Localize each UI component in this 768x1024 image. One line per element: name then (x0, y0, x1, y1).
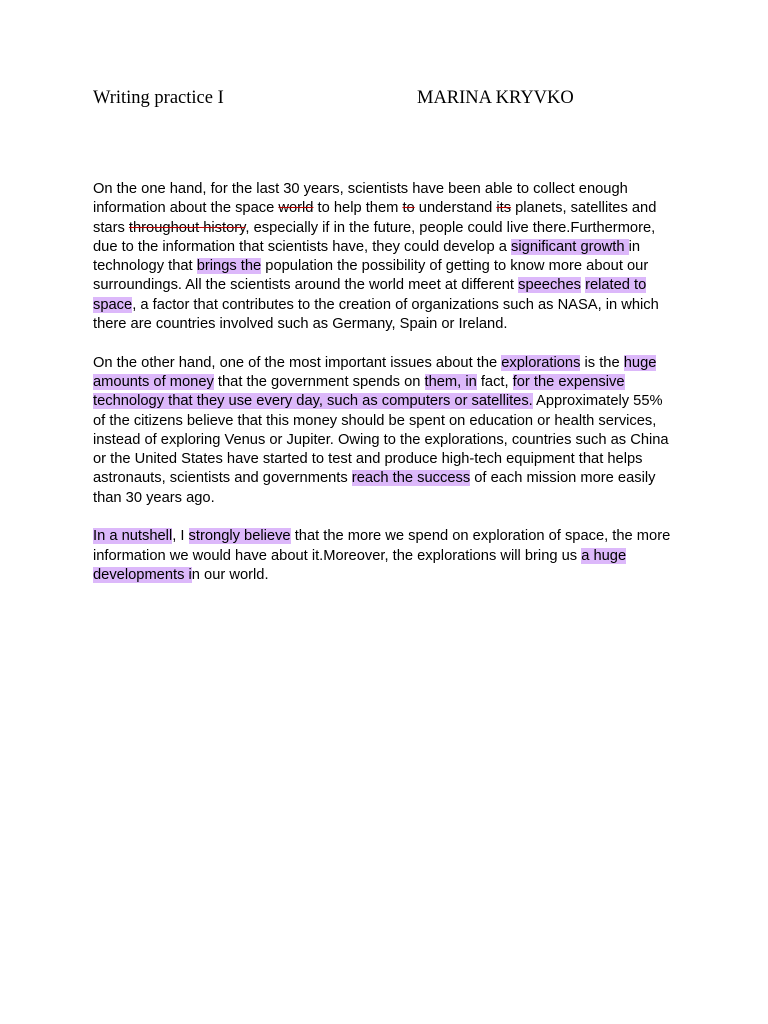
paragraph-2 (93, 354, 673, 508)
highlighted-text: explorations (501, 354, 581, 371)
highlighted-text: huge amounts of money (93, 354, 657, 390)
highlighted-text: significant growth (511, 238, 629, 255)
text-run: that the more we spend on exploration of space, the more information we would have about it.Moreover, the explorations will bring us (93, 528, 671, 564)
struck-text: world (278, 200, 314, 217)
highlighted-text: for the expensive technology that they use every day, such as computers or satellites. (93, 373, 625, 410)
paragraph-3 (93, 527, 673, 585)
text-run: to help them (313, 200, 403, 217)
highlighted-text: reach the success (351, 470, 471, 487)
document-title: Writing practice I (93, 88, 224, 108)
text-run: , especially if in the future, people could live there.Furthermore, due to the information that scientists have, they could develop a (93, 219, 656, 255)
text-run: of each mission more easily than 30 years ago. (93, 470, 656, 506)
text-run: , I (172, 528, 189, 545)
paragraph-1 (93, 180, 673, 334)
struck-text: its (496, 200, 512, 217)
highlighted-text: them, in (424, 373, 477, 390)
highlighted-text: related to space (93, 277, 647, 313)
text-run: population the possibility of getting to know more about our surroundings. All the scientists around the world meet at different (93, 258, 649, 294)
highlighted-text: In a nutshell (93, 528, 173, 545)
author-name: MARINA KRYVKO (417, 88, 574, 108)
text-run: On the other hand, one of the most important issues about the (93, 354, 502, 371)
text-run: is the (580, 354, 624, 371)
text-run: fact, (476, 373, 513, 390)
text-run: , a factor that contributes to the creation of organizations such as NASA, in which there are countries involved such as Germany, Spain or Ireland. (93, 296, 659, 333)
text-run: Approximately 55% of the citizens believe that this money should be spent on education or health services, instead of exploring Venus or Jupiter. Owing to the explorations, countries such as China or the United States have started to test and produce high-tech equipment that helps astronauts, scientists and governments (93, 393, 669, 487)
text-run: in technology that (93, 238, 641, 275)
struck-text: to (402, 200, 415, 217)
highlighted-text: speeches (518, 277, 581, 294)
struck-text: throughout history (128, 219, 246, 236)
text-run: understand (414, 200, 497, 217)
text-run: n our world. (191, 566, 269, 583)
essay-body (93, 180, 673, 605)
highlighted-text: a huge developments i (93, 547, 627, 583)
highlighted-text: strongly believe (188, 528, 291, 545)
highlighted-text: brings the (196, 258, 262, 275)
text-run: planets, satellites and stars (93, 200, 657, 236)
text-run: that the government spends on (213, 373, 425, 390)
text-run: On the one hand, for the last 30 years, scientists have been able to collect enough information about the space (93, 181, 628, 217)
